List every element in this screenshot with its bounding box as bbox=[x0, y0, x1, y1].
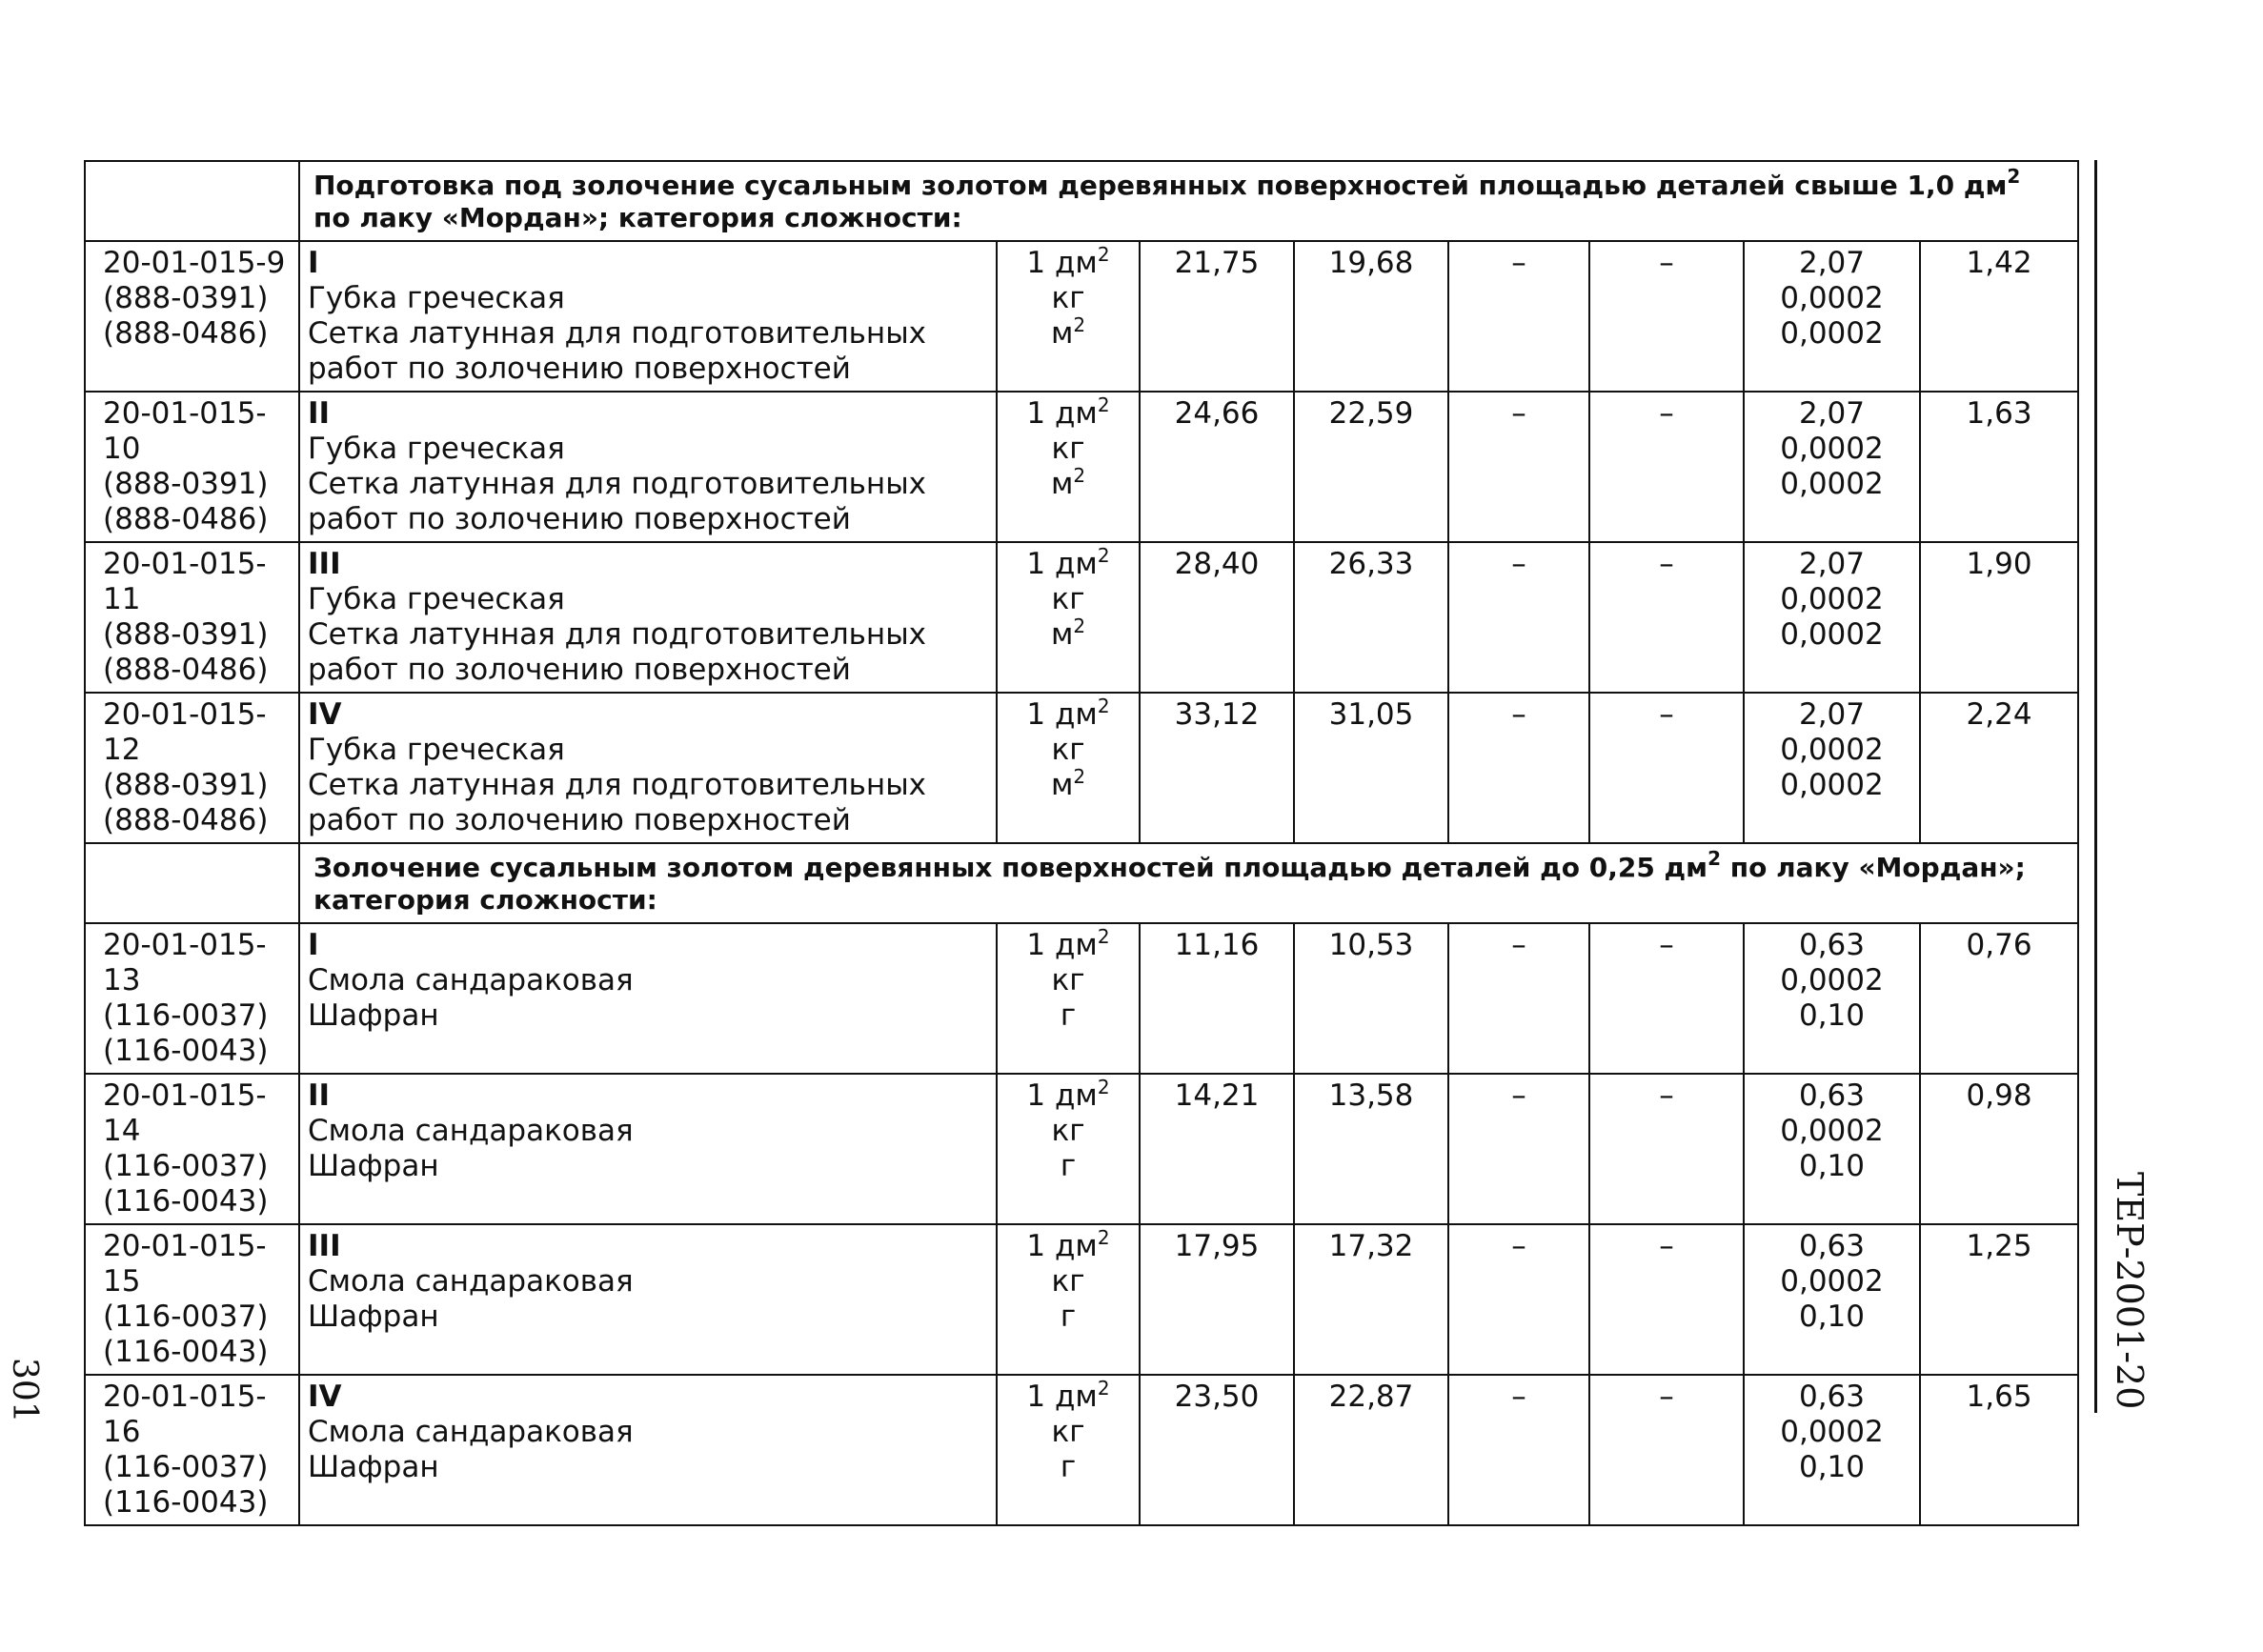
value-c2: 22,59 bbox=[1328, 396, 1414, 431]
quantity-value: 0,10 bbox=[1798, 1149, 1866, 1183]
value-c4: – bbox=[1659, 1380, 1674, 1414]
section-header-text: Золочение сусальным золотом деревянных поверхностей площадью деталей до 0,25 дм bbox=[313, 852, 1708, 883]
quantity-value: 0,0002 bbox=[1780, 281, 1884, 315]
resource-code: (116-0043) bbox=[103, 1335, 269, 1369]
quantity-value: 2,07 bbox=[1798, 697, 1866, 732]
value-c1: 11,16 bbox=[1174, 928, 1260, 962]
table-row bbox=[85, 693, 2078, 843]
resource-code: (116-0037) bbox=[103, 1450, 269, 1484]
value-cell-c1 bbox=[1140, 923, 1294, 1074]
unit-sup: 2 bbox=[1097, 393, 1110, 416]
value-c6: 0,98 bbox=[1966, 1078, 2032, 1113]
value-c3: – bbox=[1511, 1229, 1526, 1263]
unit-text: кг bbox=[1051, 1415, 1085, 1449]
section-header-code-cell bbox=[85, 161, 299, 241]
value-cell-c1 bbox=[1140, 693, 1294, 843]
complexity-category: IV bbox=[308, 697, 342, 732]
quantity-value: 0,63 bbox=[1798, 1078, 1866, 1113]
value-c3: – bbox=[1511, 396, 1526, 431]
unit-line bbox=[1005, 281, 1131, 316]
resource-code: (116-0043) bbox=[103, 1034, 269, 1068]
value-cell-c6 bbox=[1920, 1375, 2078, 1525]
resource-code: (116-0037) bbox=[103, 1149, 269, 1183]
value-c4: – bbox=[1659, 1229, 1674, 1263]
unit-line bbox=[1005, 765, 1131, 803]
document-code-text: ТЕР-2001-20 bbox=[2109, 1172, 2151, 1410]
unit-line bbox=[1005, 1078, 1131, 1114]
value-c6: 1,25 bbox=[1966, 1229, 2032, 1263]
rate-code: 20-01-015-10 bbox=[103, 396, 267, 466]
rate-code: 20-01-015-9 bbox=[103, 246, 286, 280]
value-cell-c4 bbox=[1589, 392, 1744, 542]
code-cell bbox=[85, 693, 299, 843]
resource-code: (888-0391) bbox=[103, 467, 269, 501]
unit-line bbox=[1005, 393, 1131, 432]
quantity-cell bbox=[1744, 1224, 1920, 1375]
unit-text: кг bbox=[1051, 1114, 1085, 1148]
code-cell bbox=[85, 241, 299, 392]
value-c1: 24,66 bbox=[1174, 396, 1260, 431]
value-c2: 19,68 bbox=[1328, 246, 1414, 280]
value-cell-c1 bbox=[1140, 392, 1294, 542]
unit-cell bbox=[997, 241, 1140, 392]
code-cell bbox=[85, 1224, 299, 1375]
value-cell-c4 bbox=[1589, 542, 1744, 693]
section-header-sup: 2 bbox=[2007, 165, 2021, 188]
table-row bbox=[85, 392, 2078, 542]
resource-name: Сетка латунная для подготовительных работ по золочению поверхностей bbox=[308, 467, 927, 536]
value-c3: – bbox=[1511, 1078, 1526, 1113]
quantity-value: 0,10 bbox=[1798, 1299, 1866, 1334]
unit-text: 1 дм bbox=[1026, 1380, 1098, 1414]
unit-line bbox=[1005, 544, 1131, 582]
rate-code: 20-01-015-16 bbox=[103, 1380, 267, 1449]
resource-name: Шафран bbox=[308, 1299, 439, 1334]
quantity-value: 2,07 bbox=[1798, 396, 1866, 431]
section-header-text: Подготовка под золочение сусальным золотом деревянных поверхностей площадью деталей свыше 1,0 дм bbox=[313, 170, 2008, 201]
value-c3: – bbox=[1511, 697, 1526, 732]
quantity-value: 0,0002 bbox=[1780, 617, 1884, 652]
unit-line bbox=[1005, 1377, 1131, 1415]
quantity-value: 0,10 bbox=[1798, 1450, 1866, 1484]
value-cell-c2 bbox=[1294, 1375, 1448, 1525]
description-cell bbox=[299, 923, 997, 1074]
section-header-tail: по лаку «Мордан»; категория сложности: bbox=[313, 202, 962, 233]
resource-name: Губка греческая bbox=[308, 582, 565, 616]
unit-line bbox=[1005, 1299, 1131, 1335]
value-c3: – bbox=[1511, 1380, 1526, 1414]
value-c2: 13,58 bbox=[1328, 1078, 1414, 1113]
unit-text: кг bbox=[1051, 1264, 1085, 1299]
quantity-value: 0,0002 bbox=[1780, 582, 1884, 616]
value-cell-c3 bbox=[1448, 693, 1589, 843]
unit-text: 1 дм bbox=[1026, 547, 1098, 581]
unit-text: кг bbox=[1051, 432, 1085, 466]
quantity-value: 0,0002 bbox=[1780, 768, 1884, 802]
code-cell bbox=[85, 392, 299, 542]
complexity-category: III bbox=[308, 1229, 341, 1263]
value-cell-c3 bbox=[1448, 1375, 1589, 1525]
unit-text: 1 дм bbox=[1026, 396, 1098, 431]
code-cell bbox=[85, 1375, 299, 1525]
resource-name: Смола сандараковая bbox=[308, 1415, 634, 1449]
unit-text: кг bbox=[1051, 963, 1085, 997]
value-cell-c4 bbox=[1589, 241, 1744, 392]
unit-sup: 2 bbox=[1097, 1076, 1110, 1098]
value-cell-c2 bbox=[1294, 542, 1448, 693]
table-row bbox=[85, 923, 2078, 1074]
unit-line bbox=[1005, 697, 1131, 733]
resource-code: (116-0043) bbox=[103, 1485, 269, 1520]
quantity-value: 2,07 bbox=[1798, 547, 1866, 581]
unit-text: м bbox=[1050, 617, 1074, 652]
description-cell bbox=[299, 392, 997, 542]
value-c6: 1,63 bbox=[1966, 396, 2032, 431]
table-row bbox=[85, 241, 2078, 392]
complexity-category: I bbox=[308, 246, 319, 280]
resource-name: Шафран bbox=[308, 1450, 439, 1484]
unit-sup: 2 bbox=[1097, 243, 1110, 266]
unit-sup: 2 bbox=[1097, 925, 1110, 948]
page-number-text: 301 bbox=[5, 1358, 44, 1423]
unit-line bbox=[1005, 1149, 1131, 1184]
value-cell-c1 bbox=[1140, 1375, 1294, 1525]
unit-sup: 2 bbox=[1073, 313, 1086, 336]
value-cell-c2 bbox=[1294, 1074, 1448, 1224]
unit-sup: 2 bbox=[1097, 1377, 1110, 1400]
value-cell-c6 bbox=[1920, 392, 2078, 542]
unit-text: кг bbox=[1051, 281, 1085, 315]
quantity-value: 0,0002 bbox=[1780, 1415, 1884, 1449]
quantity-value: 0,0002 bbox=[1780, 1114, 1884, 1148]
value-c2: 26,33 bbox=[1328, 547, 1414, 581]
unit-line bbox=[1005, 733, 1131, 768]
unit-line bbox=[1005, 243, 1131, 281]
resource-code: (888-0391) bbox=[103, 617, 269, 652]
value-c6: 2,24 bbox=[1966, 697, 2032, 732]
page-number bbox=[2, 1358, 50, 1424]
unit-line bbox=[1005, 614, 1131, 653]
unit-sup: 2 bbox=[1073, 614, 1086, 637]
unit-text: м bbox=[1050, 316, 1074, 351]
value-c2: 17,32 bbox=[1328, 1229, 1414, 1263]
complexity-category: II bbox=[308, 396, 331, 431]
value-cell-c6 bbox=[1920, 923, 2078, 1074]
unit-text: г bbox=[1060, 1149, 1077, 1183]
complexity-category: III bbox=[308, 547, 341, 581]
value-cell-c6 bbox=[1920, 241, 2078, 392]
value-cell-c3 bbox=[1448, 542, 1589, 693]
unit-line bbox=[1005, 1415, 1131, 1450]
unit-line bbox=[1005, 1450, 1131, 1485]
value-c1: 28,40 bbox=[1174, 547, 1260, 581]
value-c2: 22,87 bbox=[1328, 1380, 1414, 1414]
resource-code: (888-0486) bbox=[103, 502, 269, 536]
resource-code: (116-0037) bbox=[103, 1299, 269, 1334]
unit-cell bbox=[997, 1224, 1140, 1375]
resource-code: (888-0391) bbox=[103, 768, 269, 802]
value-cell-c3 bbox=[1448, 1074, 1589, 1224]
value-cell-c1 bbox=[1140, 1224, 1294, 1375]
unit-line bbox=[1005, 1226, 1131, 1264]
resource-code: (888-0391) bbox=[103, 281, 269, 315]
rate-code: 20-01-015-11 bbox=[103, 547, 267, 616]
description-cell bbox=[299, 241, 997, 392]
unit-line bbox=[1005, 963, 1131, 998]
section-header-sup: 2 bbox=[1707, 847, 1721, 870]
description-cell bbox=[299, 693, 997, 843]
resource-code: (116-0043) bbox=[103, 1184, 269, 1219]
unit-line bbox=[1005, 313, 1131, 352]
value-cell-c1 bbox=[1140, 542, 1294, 693]
complexity-category: II bbox=[308, 1078, 331, 1113]
value-cell-c1 bbox=[1140, 241, 1294, 392]
value-cell-c3 bbox=[1448, 923, 1589, 1074]
quantity-value: 0,0002 bbox=[1780, 316, 1884, 351]
value-cell-c3 bbox=[1448, 392, 1589, 542]
value-c1: 33,12 bbox=[1174, 697, 1260, 732]
rate-code: 20-01-015-15 bbox=[103, 1229, 267, 1299]
unit-cell bbox=[997, 693, 1140, 843]
unit-text: кг bbox=[1051, 733, 1085, 767]
value-cell-c6 bbox=[1920, 542, 2078, 693]
unit-cell bbox=[997, 392, 1140, 542]
section-header-tail: по лаку «Мордан»; категория сложности: bbox=[313, 852, 2026, 916]
value-c6: 0,76 bbox=[1966, 928, 2032, 962]
document-code bbox=[2101, 1172, 2158, 1420]
unit-text: 1 дм bbox=[1026, 928, 1098, 962]
resource-name: Смола сандараковая bbox=[308, 1264, 634, 1299]
unit-cell bbox=[997, 1074, 1140, 1224]
unit-text: 1 дм bbox=[1026, 246, 1098, 280]
section-header-code-cell bbox=[85, 843, 299, 923]
value-cell-c2 bbox=[1294, 693, 1448, 843]
description-cell bbox=[299, 1224, 997, 1375]
unit-sup: 2 bbox=[1097, 544, 1110, 567]
resource-name: Губка греческая bbox=[308, 281, 565, 315]
resource-name: Шафран bbox=[308, 1149, 439, 1183]
unit-text: г bbox=[1060, 998, 1077, 1033]
section-header-cell bbox=[299, 843, 2078, 923]
rate-code: 20-01-015-14 bbox=[103, 1078, 267, 1148]
code-cell bbox=[85, 923, 299, 1074]
value-cell-c4 bbox=[1589, 1074, 1744, 1224]
value-cell-c3 bbox=[1448, 1224, 1589, 1375]
resource-name: Сетка латунная для подготовительных работ по золочению поверхностей bbox=[308, 768, 927, 837]
quantity-cell bbox=[1744, 542, 1920, 693]
value-cell-c4 bbox=[1589, 923, 1744, 1074]
code-cell bbox=[85, 1074, 299, 1224]
unit-cell bbox=[997, 923, 1140, 1074]
quantity-value: 0,0002 bbox=[1780, 963, 1884, 997]
unit-line bbox=[1005, 582, 1131, 617]
unit-cell bbox=[997, 1375, 1140, 1525]
unit-text: г bbox=[1060, 1450, 1077, 1484]
table-body bbox=[85, 161, 2078, 1525]
description-cell bbox=[299, 542, 997, 693]
quantity-value: 0,63 bbox=[1798, 1229, 1866, 1263]
section-header-row bbox=[85, 843, 2078, 923]
complexity-category: IV bbox=[308, 1380, 342, 1414]
unit-text: кг bbox=[1051, 582, 1085, 616]
code-cell bbox=[85, 542, 299, 693]
unit-line bbox=[1005, 998, 1131, 1034]
value-c4: – bbox=[1659, 1078, 1674, 1113]
section-header-row bbox=[85, 161, 2078, 241]
resource-name: Смола сандараковая bbox=[308, 1114, 634, 1148]
value-c4: – bbox=[1659, 547, 1674, 581]
quantity-cell bbox=[1744, 1074, 1920, 1224]
description-cell bbox=[299, 1375, 997, 1525]
value-c4: – bbox=[1659, 697, 1674, 732]
value-c3: – bbox=[1511, 547, 1526, 581]
resource-code: (888-0486) bbox=[103, 653, 269, 687]
unit-line bbox=[1005, 464, 1131, 502]
resource-name: Губка греческая bbox=[308, 733, 565, 767]
resource-name: Смола сандараковая bbox=[308, 963, 634, 997]
quantity-value: 0,63 bbox=[1798, 1380, 1866, 1414]
value-c4: – bbox=[1659, 396, 1674, 431]
complexity-category: I bbox=[308, 928, 319, 962]
table-row bbox=[85, 542, 2078, 693]
quantity-value: 0,0002 bbox=[1780, 733, 1884, 767]
unit-text: м bbox=[1050, 768, 1074, 802]
value-cell-c2 bbox=[1294, 241, 1448, 392]
table-row bbox=[85, 1224, 2078, 1375]
value-cell-c6 bbox=[1920, 1224, 2078, 1375]
resource-code: (888-0486) bbox=[103, 803, 269, 837]
value-cell-c6 bbox=[1920, 1074, 2078, 1224]
unit-text: г bbox=[1060, 1299, 1077, 1334]
resource-name: Сетка латунная для подготовительных работ по золочению поверхностей bbox=[308, 316, 927, 386]
quantity-cell bbox=[1744, 693, 1920, 843]
resource-name: Сетка латунная для подготовительных работ по золочению поверхностей bbox=[308, 617, 927, 687]
resource-code: (888-0486) bbox=[103, 316, 269, 351]
value-c1: 23,50 bbox=[1174, 1380, 1260, 1414]
value-cell-c2 bbox=[1294, 392, 1448, 542]
quantity-cell bbox=[1744, 241, 1920, 392]
unit-text: 1 дм bbox=[1026, 1078, 1098, 1113]
value-cell-c1 bbox=[1140, 1074, 1294, 1224]
unit-sup: 2 bbox=[1073, 765, 1086, 788]
rates-table bbox=[84, 160, 2079, 1526]
value-cell-c3 bbox=[1448, 241, 1589, 392]
value-c3: – bbox=[1511, 246, 1526, 280]
quantity-value: 0,0002 bbox=[1780, 432, 1884, 466]
resource-name: Шафран bbox=[308, 998, 439, 1033]
quantity-cell bbox=[1744, 923, 1920, 1074]
value-cell-c4 bbox=[1589, 693, 1744, 843]
unit-sup: 2 bbox=[1097, 1226, 1110, 1249]
quantity-value: 0,10 bbox=[1798, 998, 1866, 1033]
value-c6: 1,90 bbox=[1966, 547, 2032, 581]
rate-code: 20-01-015-12 bbox=[103, 697, 267, 767]
rate-code: 20-01-015-13 bbox=[103, 928, 267, 997]
value-c3: – bbox=[1511, 928, 1526, 962]
section-header-cell bbox=[299, 161, 2078, 241]
value-cell-c4 bbox=[1589, 1224, 1744, 1375]
unit-cell bbox=[997, 542, 1140, 693]
unit-text: 1 дм bbox=[1026, 1229, 1098, 1263]
unit-sup: 2 bbox=[1097, 695, 1110, 717]
value-c2: 10,53 bbox=[1328, 928, 1414, 962]
unit-text: 1 дм bbox=[1026, 697, 1098, 732]
value-cell-c2 bbox=[1294, 923, 1448, 1074]
description-cell bbox=[299, 1074, 997, 1224]
table-row bbox=[85, 1074, 2078, 1224]
value-c1: 21,75 bbox=[1174, 246, 1260, 280]
right-border-rule bbox=[2094, 160, 2097, 1413]
quantity-value: 0,0002 bbox=[1780, 1264, 1884, 1299]
quantity-cell bbox=[1744, 1375, 1920, 1525]
value-cell-c4 bbox=[1589, 1375, 1744, 1525]
unit-sup: 2 bbox=[1073, 464, 1086, 487]
table-row bbox=[85, 1375, 2078, 1525]
value-c6: 1,42 bbox=[1966, 246, 2032, 280]
unit-line bbox=[1005, 1114, 1131, 1149]
value-c4: – bbox=[1659, 928, 1674, 962]
value-c4: – bbox=[1659, 246, 1674, 280]
unit-text: м bbox=[1050, 467, 1074, 501]
value-c6: 1,65 bbox=[1966, 1380, 2032, 1414]
quantity-value: 2,07 bbox=[1798, 246, 1866, 280]
value-c1: 17,95 bbox=[1174, 1229, 1260, 1263]
value-cell-c6 bbox=[1920, 693, 2078, 843]
value-c2: 31,05 bbox=[1328, 697, 1414, 732]
quantity-value: 0,63 bbox=[1798, 928, 1866, 962]
unit-line bbox=[1005, 1264, 1131, 1299]
unit-line bbox=[1005, 432, 1131, 467]
value-c1: 14,21 bbox=[1174, 1078, 1260, 1113]
resource-name: Губка греческая bbox=[308, 432, 565, 466]
quantity-value: 0,0002 bbox=[1780, 467, 1884, 501]
unit-line bbox=[1005, 925, 1131, 963]
resource-code: (116-0037) bbox=[103, 998, 269, 1033]
value-cell-c2 bbox=[1294, 1224, 1448, 1375]
quantity-cell bbox=[1744, 392, 1920, 542]
